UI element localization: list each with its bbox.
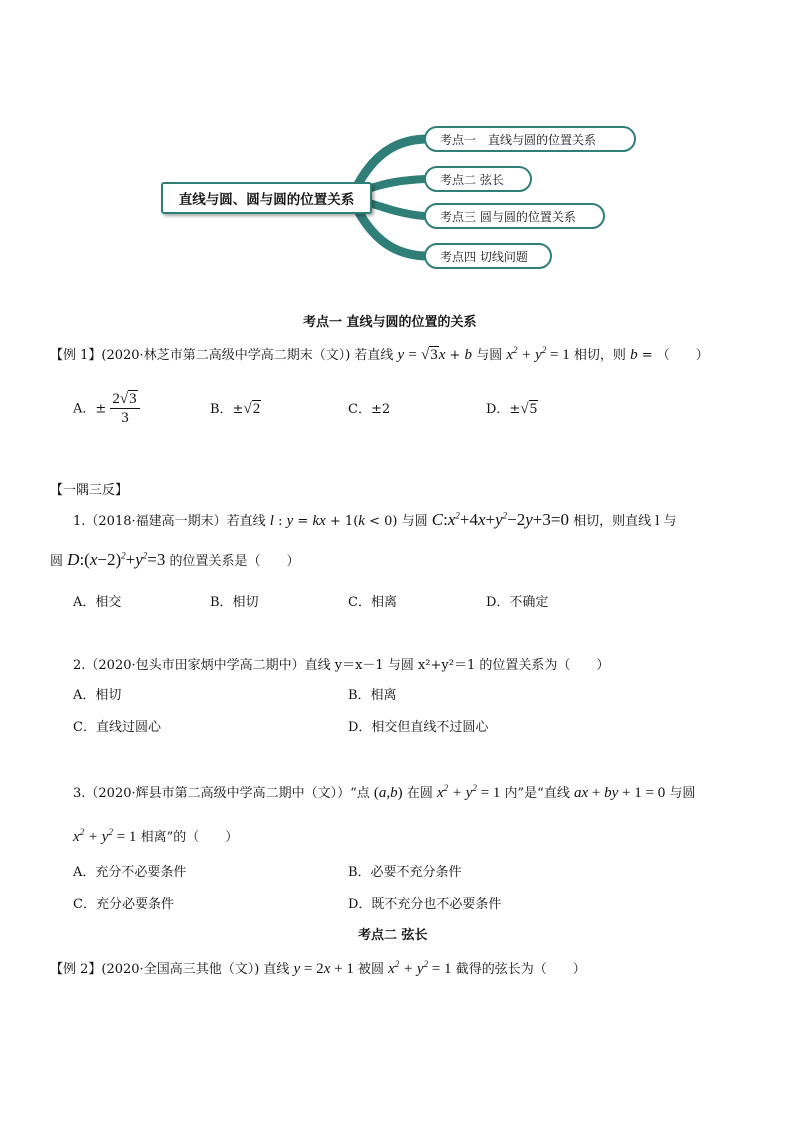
option-a-label: A．± — [73, 401, 107, 417]
example2-line-eq: y = 2x + 1 — [293, 961, 354, 977]
q2-stem: 2.（2020·包头市田家炳中学高二期中）直线 y＝x－1 与圆 x²+y²＝1 的位置关系为（ ） — [73, 658, 610, 673]
q3-mid1: 在圆 — [406, 786, 433, 801]
q1-line2-prefix: 圆 — [50, 554, 64, 569]
q1-option-d: D．不确定 — [486, 595, 549, 610]
q3-line2-end: 相离”的（ ） — [140, 830, 239, 845]
example2-prefix: 【例 2】(2020·全国高三其他（文）) 直线 — [50, 962, 290, 977]
q3-line1 — [73, 782, 695, 802]
example1-option-a — [73, 392, 140, 426]
section1-heading: 考点一 直线与圆的位置的关系 — [303, 315, 477, 330]
mindmap-branch-3 — [424, 203, 605, 229]
option-a-fraction: $\frac{2√3}{3}$ — [110, 392, 139, 426]
q2-option-c: C．直线过圆心 — [73, 720, 161, 735]
example2-stem — [50, 958, 586, 978]
q3-circle-2: $x^2 + y^2 = 1$ — [73, 827, 137, 845]
sqrt3: √3 — [420, 347, 438, 363]
mindmap-connectors — [0, 0, 794, 300]
example1-circle-equation: $x^2 + y^2 = 1$ — [506, 345, 570, 363]
q3-option-a: A．充分不必要条件 — [73, 865, 187, 880]
q2-option-a: A．相切 — [73, 688, 122, 703]
q1-line1: 1.（2018·福建高一期末）若直线 l : y = kx + 1(k < 0) 与圆 $C:x^2+4x+y^2-2y+3=0$ 相切，则直线 l 与 — [73, 510, 677, 529]
example1-stem: 【例 1】(2020·林芝市第二高级中学高二期末（文）) 若直线 y = √3x + b 与圆 $x^2 + y^2 = 1$ 相切，则 b = （ ） — [50, 345, 709, 363]
q2-option-d: D．相交但直线不过圆心 — [348, 720, 489, 735]
practice-label: 【一隅三反】 — [50, 483, 129, 498]
q3-mid2: 内”是“直线 — [504, 786, 570, 801]
q3-circle: $x^2 + y^2 = 1$ — [436, 783, 501, 801]
mindmap-root — [161, 182, 372, 214]
q1-end: 相切，则直线 l 与 — [573, 514, 677, 529]
q1-option-c: C．相离 — [348, 595, 397, 610]
example1-mid2: 相切，则 — [573, 348, 626, 363]
q3-option-c: C．充分必要条件 — [73, 897, 174, 912]
q1-option-b: B．相切 — [210, 595, 259, 610]
example1-line-equation: y — [397, 347, 405, 363]
example1-mid1: 与圆 — [476, 348, 503, 363]
branch-1-label: 考点一 直线与圆的位置关系 — [440, 132, 597, 147]
q3-point: (a,b) — [373, 785, 403, 801]
example1-option-d — [486, 398, 538, 418]
option-d-label: D．± — [486, 402, 521, 417]
example1-option-b — [210, 398, 261, 418]
example1-option-c — [348, 398, 390, 417]
sqrt2: √2 — [243, 401, 261, 417]
q3-prefix: 3.（2020·辉县市第二高级中学高二期中（文））“点 — [73, 786, 370, 801]
q1-prefix: 1.（2018·福建高一期末）若直线 — [73, 514, 266, 529]
option-c-label: C．±2 — [348, 402, 391, 417]
example1-prefix: 【例 1】(2020·林芝市第二高级中学高二期末（文）) 若直线 — [50, 348, 394, 363]
option-b-label: B．± — [210, 402, 244, 417]
q3-line-eq: ax + by + 1 = 0 — [573, 785, 666, 801]
example2-circle: $x^2 + y^2 = 1$ — [388, 959, 452, 977]
q3-end: 与圆 — [669, 786, 696, 801]
section2-heading: 考点二 弦长 — [358, 928, 428, 943]
mindmap-root-label: 直线与圆、圆与圆的位置关系 — [178, 192, 355, 208]
q1-line2 — [50, 550, 300, 570]
q3-option-d: D．既不充分也不必要条件 — [348, 897, 502, 912]
q3-line2 — [73, 826, 238, 846]
q1-circle-c: $C:x^2+4x+y^2-2y+3=0$ — [431, 510, 569, 529]
example1-end: （ ） — [656, 348, 709, 363]
q1-mid: 与圆 — [401, 514, 428, 529]
mindmap-branch-2 — [424, 166, 532, 192]
sqrt5: √5 — [520, 401, 538, 417]
example2-end: 截得的弦长为（ ） — [455, 962, 586, 977]
q1-circle-d: $D:(x-2)^2+y^2=3$ — [67, 550, 166, 569]
branch-2-label: 考点二 弦长 — [440, 172, 504, 187]
q1-line-eq: l — [269, 513, 274, 529]
q1-option-a: A．相交 — [73, 595, 122, 610]
example2-mid: 被圆 — [357, 962, 384, 977]
q2-option-b: B．相离 — [348, 688, 397, 703]
branch-3-label: 考点三 圆与圆的位置关系 — [440, 209, 576, 224]
q3-option-b: B．必要不充分条件 — [348, 865, 462, 880]
branch-4-label: 考点四 切线问题 — [440, 249, 528, 264]
q1-line2-end: 的位置关系是（ ） — [169, 554, 300, 569]
mindmap-branch-4 — [424, 243, 552, 269]
mindmap-branch-1 — [424, 126, 636, 152]
